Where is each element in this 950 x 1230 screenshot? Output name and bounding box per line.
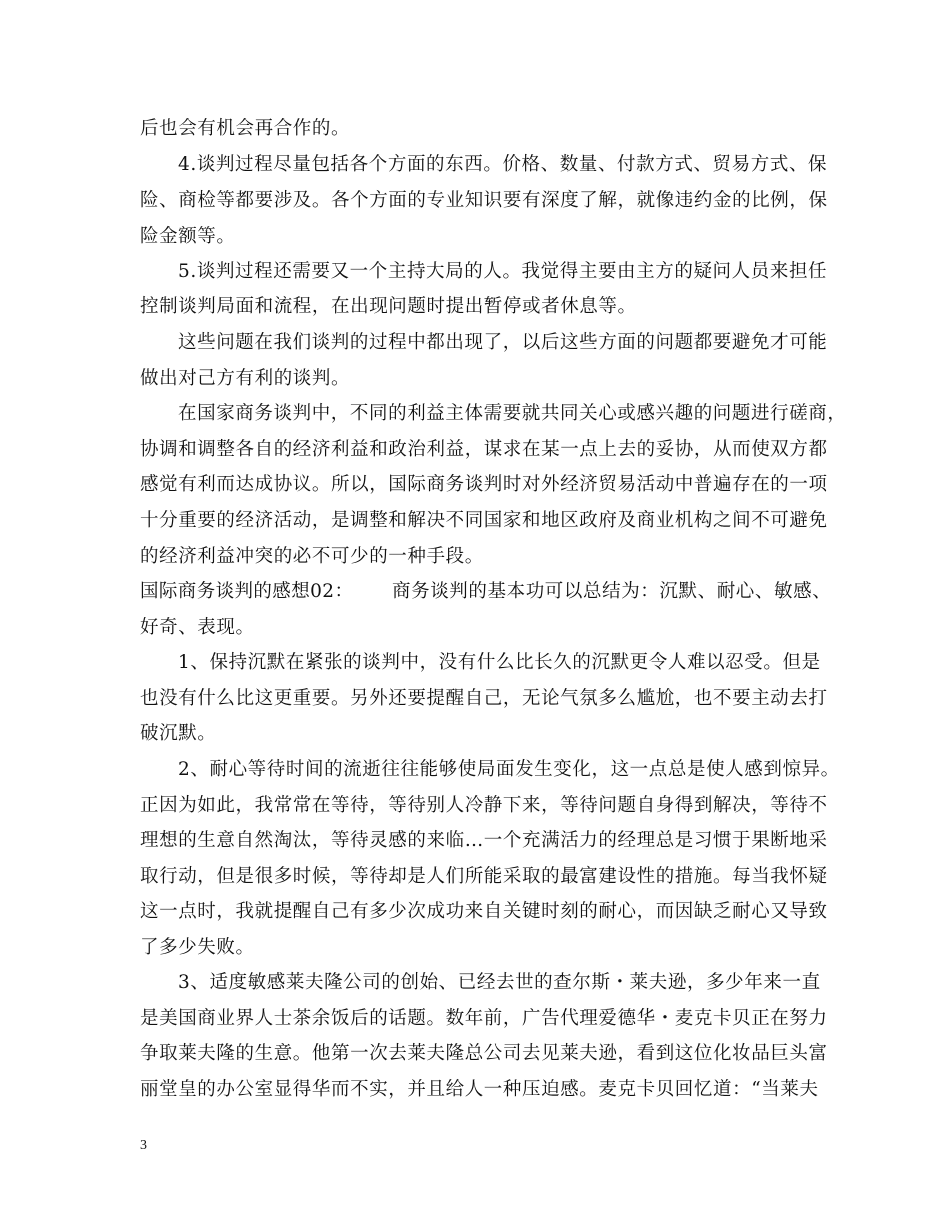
paragraph-line: 在国家商务谈判中，不同的利益主体需要就共同关心或感兴趣的问题进行磋商， — [178, 403, 847, 424]
paragraph-line: 1、保持沉默在紧张的谈判中，没有什么比长久的沉默更令人难以忍受。但是 — [178, 652, 821, 673]
paragraph-line: 5.谈判过程还需要又一个主持大局的人。我觉得主要由主方的疑问人员来担任 — [178, 261, 828, 282]
paragraph-line: 感觉有利而达成协议。所以，国际商务谈判时对外经济贸易活动中普遍存在的一项 — [140, 474, 828, 495]
paragraph-line: 了多少失败。 — [140, 937, 255, 958]
paragraph-line: 理想的生意自然淘汰，等待灵感的来临…一个充满活力的经理总是习惯于果断地采 — [140, 830, 828, 851]
paragraph-line: 破沉默。 — [140, 723, 217, 744]
paragraph-line: 是美国商业界人士茶余饭后的话题。数年前，广告代理爱德华・麦克卡贝正在努力 — [140, 1008, 828, 1029]
paragraph-line: 丽堂皇的办公室显得华而不实，并且给人一种压迫感。麦克卡贝回忆道：“当莱夫 — [140, 1079, 819, 1100]
paragraph-line: 险、商检等都要涉及。各个方面的专业知识要有深度了解，就像违约金的比例，保 — [140, 190, 828, 211]
paragraph-line: 做出对己方有利的谈判。 — [140, 368, 351, 389]
paragraph-line: 协调和调整各自的经济利益和政治利益，谋求在某一点上去的妥协，从而使双方都 — [140, 439, 828, 460]
paragraph-line: 正因为如此，我常常在等待，等待别人冷静下来，等待问题自身得到解决，等待不 — [140, 795, 828, 816]
page-number: 3 — [140, 1138, 147, 1153]
paragraph-line: 3、适度敏感莱夫隆公司的创始、已经去世的查尔斯・莱夫逊，多少年来一直 — [178, 972, 821, 993]
paragraph-line: 这些问题在我们谈判的过程中都出现了，以后这些方面的问题都要避免才可能 — [178, 332, 828, 353]
section-heading: 国际商务谈判的感想02： — [140, 581, 354, 602]
paragraph-line: 险金额等。 — [140, 226, 236, 247]
paragraph-line: 控制谈判局面和流程，在出现问题时提出暂停或者休息等。 — [140, 296, 637, 317]
paragraph-line: 2、耐心等待时间的流逝往往能够使局面发生变化，这一点总是使人感到惊异。 — [178, 759, 840, 780]
paragraph-line: 取行动，但是很多时候，等待却是人们所能采取的最富建设性的措施。每当我怀疑 — [140, 866, 828, 887]
paragraph-line: 的经济利益冲突的必不可少的一种手段。 — [140, 546, 484, 567]
section-heading-continuation: 商务谈判的基本功可以总结为：沉默、耐心、敏感、 — [392, 581, 832, 602]
paragraph-line: 4.谈判过程尽量包括各个方面的东西。价格、数量、付款方式、贸易方式、保 — [178, 154, 828, 175]
paragraph-line: 也没有什么比这更重要。另外还要提醒自己，无论气氛多么尴尬，也不要主动去打 — [140, 688, 828, 709]
paragraph-line: 争取莱夫隆的生意。他第一次去莱夫隆总公司去见莱夫逊，看到这位化妆品巨头富 — [140, 1043, 828, 1064]
paragraph-line: 好奇、表现。 — [140, 617, 255, 638]
paragraph-line: 这一点时，我就提醒自己有多少次成功来自关键时刻的耐心，而因缺乏耐心又导致 — [140, 901, 828, 922]
paragraph-line: 十分重要的经济活动，是调整和解决不同国家和地区政府及商业机构之间不可避免 — [140, 510, 828, 531]
paragraph-line: 后也会有机会再合作的。 — [140, 118, 351, 139]
